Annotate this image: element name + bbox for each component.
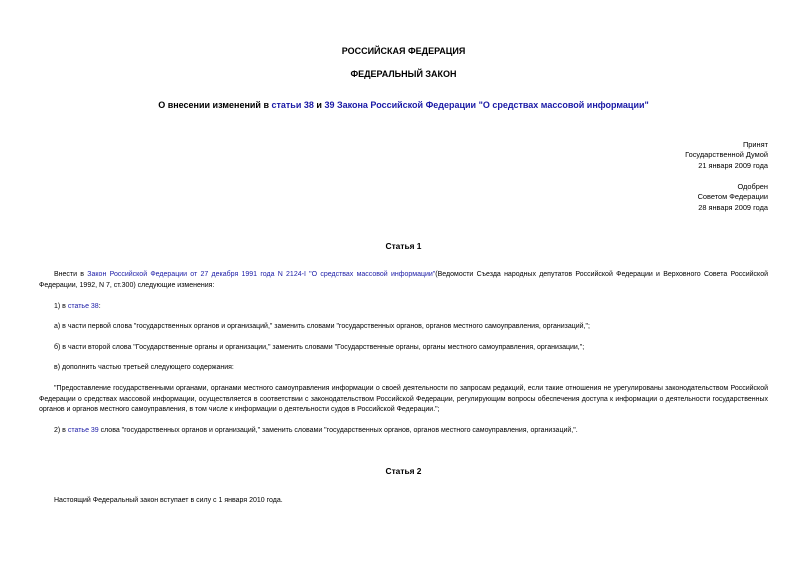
item-1c: в) дополнить частью третьей следующего содержания:: [54, 364, 234, 371]
quoted-text: "Предоставление государственными органами, органами местного самоуправления информации о своей деятельности по запросам редакций, если такие отношения не урегулированы законодательством Российской Федерации о средствах массовой информации, осуществляется в соответствии с законодательством Российской Федерации, регулирующим вопросы обеспечения доступа к информации о деятельности государственных органов и органов местного самоуправления, в том числе к информации о деятельности судов в Российской Федерации.";: [39, 385, 768, 414]
item-2-post: слова "государственных органов и организаций," заменить словами "государственных органов, органов местного самоуправления, организаций,".: [98, 427, 578, 434]
accepted-body: Государственной Думой: [685, 150, 768, 160]
law-title: [0, 100, 807, 110]
law-39-link[interactable]: 39 Закона Российской Федерации "О средствах массовой информации": [324, 100, 649, 110]
adoption-duma: [685, 140, 768, 171]
approved-label: Одобрен: [737, 182, 768, 191]
item-2: [39, 426, 768, 437]
intro-pre: Внести в: [54, 271, 88, 278]
accepted-label: Принят: [742, 140, 768, 149]
law-type-heading: ФЕДЕРАЛЬНЫЙ ЗАКОН: [350, 69, 457, 79]
accepted-date: 21 января 2009 года: [698, 160, 768, 170]
article-39-ref-link[interactable]: статье 39: [67, 427, 99, 434]
item-1: [39, 302, 768, 313]
article-38-link[interactable]: статьи 38: [271, 100, 314, 110]
item-1-pre: 1) в: [54, 303, 68, 310]
country-heading: РОССИЙСКАЯ ФЕДЕРАЦИЯ: [341, 46, 466, 56]
article-1-heading: Статья 1: [385, 241, 422, 251]
item-1a: а) в части первой слова "государственных органов и организаций," заменить словами "государственных органов, органов местного самоуправления, организаций,";: [54, 323, 590, 330]
law-title-pre: О внесении изменений в: [158, 100, 272, 110]
article-2-heading: Статья 2: [385, 466, 422, 476]
intro-post: (Ведомости Съезда народных депутатов Российской Федерации и Верховного Совета Российской Федерации, 1992, N 7, ст.300) следующие изменения:: [39, 271, 768, 289]
law-reference-link[interactable]: Закон Российской Федерации от 27 декабря 1991 года N 2124-I "О средствах массовой информации": [87, 271, 436, 278]
law-title-mid: и: [313, 100, 325, 110]
article-38-ref-link[interactable]: статье 38: [67, 303, 99, 310]
approved-date: 28 января 2009 года: [698, 202, 768, 212]
approval-council: [698, 182, 768, 213]
item-1b: б) в части второй слова "Государственные органы и организации," заменить словами "Государственные органы, органы местного самоуправления, организации,";: [54, 344, 585, 351]
item-1-post: :: [98, 303, 101, 310]
article-2-text: Настоящий Федеральный закон вступает в силу с 1 января 2010 года.: [54, 497, 283, 504]
item-2-pre: 2) в: [54, 427, 68, 434]
approved-body: Советом Федерации: [697, 192, 768, 202]
article-1-intro: [39, 270, 768, 291]
